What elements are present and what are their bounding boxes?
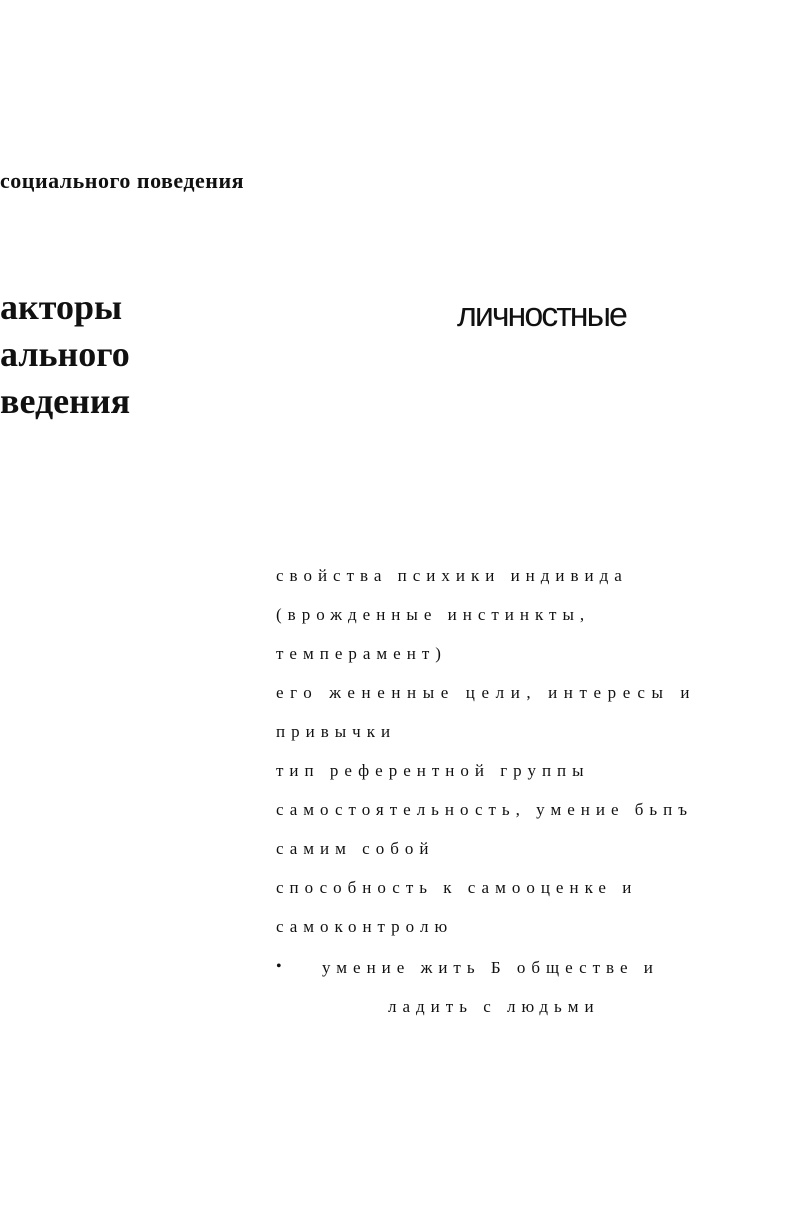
list-line: самим собой [276, 839, 435, 858]
factors-title-line: акторы [0, 287, 123, 327]
list-line: свойства психики индивида [276, 566, 628, 585]
personal-factors-label: личностные [457, 296, 626, 334]
list-line: умение жить Б обществе и [322, 958, 659, 977]
list-line: самостоятельность, умение бьпъ [276, 800, 694, 819]
factors-title [0, 284, 130, 425]
list-line: самоконтролю [276, 917, 454, 936]
list-line: ладить с людьми [388, 997, 600, 1016]
list-line: способность к самооценке и [276, 878, 638, 897]
list-line: привычки [276, 722, 397, 741]
bullet-marker: • [276, 958, 282, 975]
factors-title-line: ведения [0, 381, 131, 421]
list-line: его жененные цели, интересы и [276, 683, 697, 702]
factors-title-line: ального [0, 334, 130, 374]
section-heading: социального поведения [0, 168, 245, 193]
list-line: темперамент) [276, 644, 447, 663]
list-line: тип референтной группы [276, 761, 590, 780]
list-line: (врожденные инстинкты, [276, 605, 591, 624]
